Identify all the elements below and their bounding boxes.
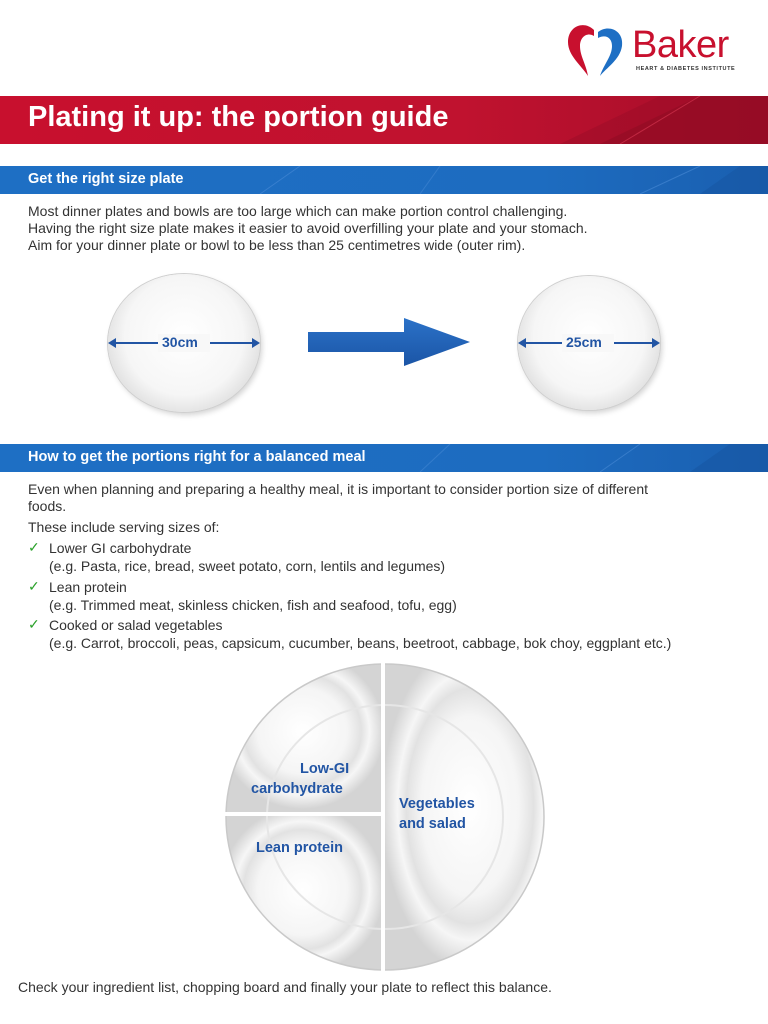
checkmark-icon: ✓ xyxy=(28,616,40,632)
section-bar-plate-size xyxy=(0,166,768,194)
balanced-meal-intro-line: These include serving sizes of: xyxy=(28,519,220,535)
carb-label-line1: Low-GI xyxy=(300,761,350,777)
list-item-detail: (e.g. Trimmed meat, skinless chicken, fish and seafood, tofu, egg) xyxy=(49,597,457,613)
list-item-title: Lean protein xyxy=(49,579,127,595)
title-banner xyxy=(0,96,768,144)
section-heading-plate-size: Get the right size plate xyxy=(28,171,184,187)
veg-label-line1: Vegetables xyxy=(399,796,475,812)
right-arrow-icon xyxy=(308,318,472,368)
baker-logo xyxy=(566,22,746,78)
footer-note: Check your ingredient list, chopping board and finally your plate to reflect this balance. xyxy=(18,979,552,995)
section-bar-balanced-meal xyxy=(0,444,768,472)
plate-small-label: 25cm xyxy=(566,334,602,350)
protein-label: Lean protein xyxy=(256,840,344,856)
plate-size-paragraph-line: Having the right size plate makes it easier to avoid overfilling your plate and your stomach. xyxy=(28,220,588,236)
carb-label-line2: carbohydrate xyxy=(251,781,343,797)
checkmark-icon: ✓ xyxy=(28,578,40,594)
balanced-meal-intro-line: Even when planning and preparing a healthy meal, it is important to consider portion size of different xyxy=(28,481,648,497)
list-item-detail: (e.g. Pasta, rice, bread, sweet potato, corn, lentils and legumes) xyxy=(49,558,446,574)
brand-name: Baker xyxy=(632,24,729,66)
plate-size-paragraph-line: Most dinner plates and bowls are too large which can make portion control challenging. xyxy=(28,203,568,219)
section-heading-balanced-meal: How to get the portions right for a balanced meal xyxy=(28,449,366,465)
heart-logo-icon xyxy=(566,22,626,78)
portion-plate-diagram xyxy=(224,662,546,972)
veg-label-line2: and salad xyxy=(399,816,466,832)
page-title: Plating it up: the portion guide xyxy=(28,101,449,133)
balanced-meal-intro-line: foods. xyxy=(28,498,67,514)
checkmark-icon: ✓ xyxy=(28,539,40,555)
plate-size-paragraph-line: Aim for your dinner plate or bowl to be less than 25 centimetres wide (outer rim). xyxy=(28,237,526,253)
plate-large-label: 30cm xyxy=(162,334,198,350)
list-item-title: Cooked or salad vegetables xyxy=(49,617,223,633)
list-item-detail: (e.g. Carrot, broccoli, peas, capsicum, cucumber, beans, beetroot, cabbage, bok choy, eggplant etc.) xyxy=(49,635,672,651)
list-item-title: Lower GI carbohydrate xyxy=(49,540,192,556)
brand-subtitle: HEART & DIABETES INSTITUTE xyxy=(636,66,736,72)
